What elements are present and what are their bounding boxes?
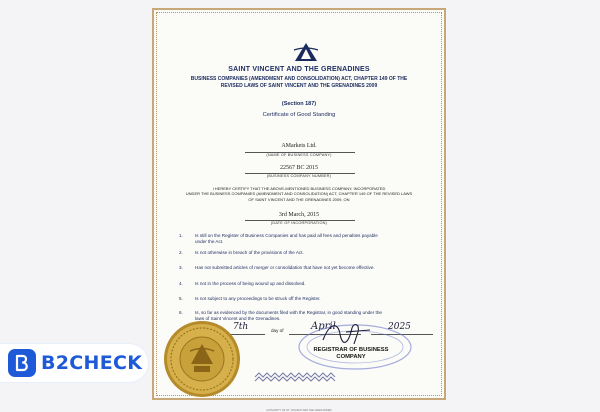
certificate-title: Certificate of Good Standing: [262, 112, 336, 118]
registrar-label: REGISTRAR OF BUSINESS COMPANY: [313, 347, 389, 360]
statement-line-2: UNDER THE BUSINESS COMPANIES (AMENDMENT AND CONSOLIDATION) ACT, CHAPTER 149 OF THE REVISED LAWS: [185, 191, 413, 197]
condition-item: 6. Is, so far as evidenced by the documents filed with the Registrar, in good standing under the laws of Saint Vincent and the Grenadines.: [179, 310, 382, 321]
badge-brand-text: B2CHECK: [41, 352, 143, 374]
section-reference: (Section 187): [281, 101, 317, 107]
security-pattern-icon: [255, 373, 335, 381]
act-line-2: REVISED LAWS OF SAINT VINCENT AND THE GRENADINES 2009: [220, 83, 378, 89]
day-of-label: day of: [271, 328, 284, 333]
dated-year: 2025: [388, 322, 411, 332]
condition-item: 4. Is not in the process of being wound up and dissolved.: [179, 281, 306, 286]
registrar-signature-icon: [318, 318, 378, 348]
footer-note: AUTHORITY OF ST. VINCENT AND THE GRENADINES: [266, 409, 332, 412]
statement-line-1: I HEREBY CERTIFY THAT THE ABOVE-MENTIONED BUSINESS COMPANY, INCORPORATED: [212, 186, 386, 191]
condition-item: 2. Is not otherwise in breach of the provisions of the Act.: [179, 250, 304, 255]
coat-of-arms-icon: [291, 41, 321, 63]
condition-item: 5. Is not subject to any proceedings to be struck off the Register.: [179, 296, 321, 301]
company-number: 22567 BC 2015: [279, 165, 318, 171]
company-name: AMarkets Ltd.: [281, 143, 317, 149]
gold-seal-icon: [163, 320, 241, 398]
company-number-label: (BUSINESS COMPANY NUMBER): [266, 174, 332, 178]
certification-statement: [163, 186, 435, 202]
incorporation-date-label: (DATE OF INCORPORATION): [270, 221, 328, 225]
country-title: SAINT VINCENT AND THE GRENADINES: [228, 66, 370, 73]
act-reference: [163, 76, 435, 90]
condition-item: 3. Has not submitted articles of merger or consolidation that have not yet become effective.: [179, 265, 375, 270]
act-line-1: BUSINESS COMPANIES (AMENDMENT AND CONSOLIDATION) ACT, CHAPTER 149 OF THE: [190, 76, 408, 82]
statement-line-3: OF SAINT VINCENT AND THE GRENADINES 2009, ON: [248, 196, 350, 202]
dated-month: April: [311, 321, 336, 332]
company-name-label: (NAME OF BUSINESS COMPANY): [266, 153, 332, 157]
b2check-badge: [0, 344, 148, 382]
condition-item: 1. Is still on the Register of Business Companies and has paid all fees and penalties payable under the Act.: [179, 233, 378, 244]
incorporation-date: 3rd March, 2015: [278, 212, 320, 218]
dated-day: 7th: [233, 322, 249, 332]
b2check-logo-icon: [8, 349, 36, 377]
